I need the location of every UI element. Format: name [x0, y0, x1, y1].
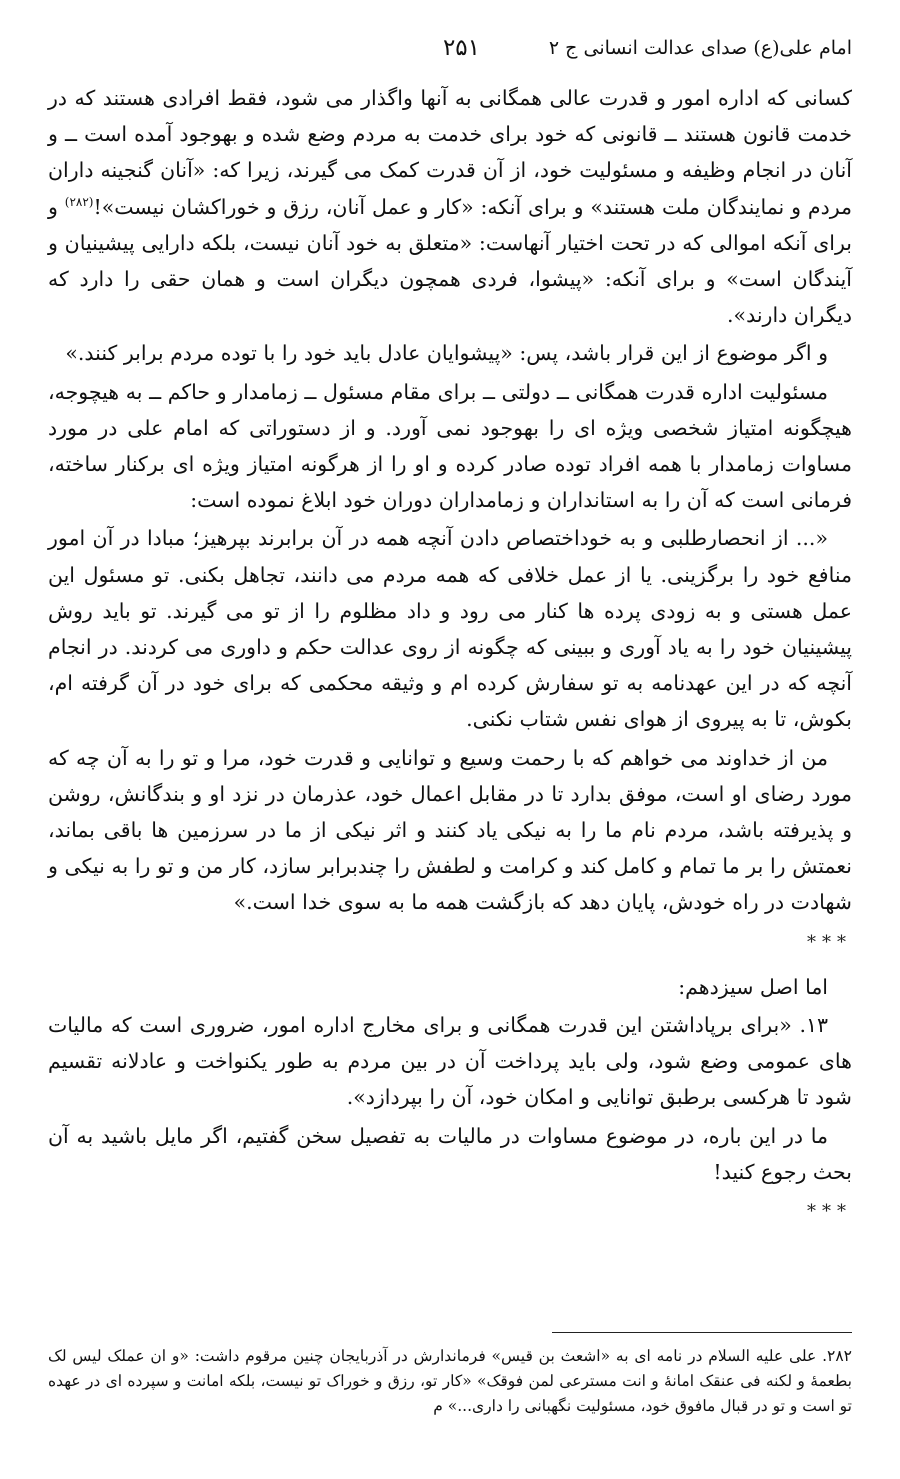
footnote-divider — [552, 1332, 852, 1333]
quote-paragraph: «... از انحصارطلبی و به خوداختصاص دادن آنچه همه در آن برابرند بپرهیز؛ مبادا در آن امور منافع خود را برگزینی. یا از عمل خلافی که همه مردم می دانند، تجاهل بکنی. تو مسئول این عمل هستی و به زودی پرده ها کنار می رود و داد مظلوم را از تو می گیرند. تو باید روش پیشینیان خود را به یاد آوری و ببینی که چگونه از روی عدالت حکم و داوری می کردند. در انجام آنچه که در این عهدنامه به تو سفارش کرده ام و وثیقه محکمی که برای خود در آن گرفته ام، بکوش، تا به پیروی از هوای نفس شتاب نکنی. — [48, 526, 852, 732]
paragraph: و اگر موضوع از این قرار باشد، پس: «پیشوایان عادل باید خود را با توده مردم برابر کنند.» — [65, 341, 828, 366]
section-heading: اما اصل سیزدهم: — [678, 974, 828, 999]
paragraph-text: کسانی که اداره امور و قدرت عالی همگانی به آنها واگذار می شود، فقط افرادی هستند که در خدمت قانون هستند ــ قانونی که خود برای خدمت به مردم وضع شده و بهوجود آمده است ــ و آنان در انجام وظیفه و مسئولیت خود، از آن قدرت کمک می گیرند، زیرا که: «آنان گنجینه داران مردم و نمایندگان ملت هستند» و برای آنکه: «کار و عمل آنان، رزق و خوراکشان نیست»! — [48, 86, 852, 219]
book-title: امام علی(ع) صدای عدالت انسانی ج ۲ — [548, 37, 852, 59]
separator-stars: *** — [807, 931, 852, 953]
page-number: ۲۵۱ — [442, 35, 480, 61]
paragraph: ۱۳. «برای برپاداشتن این قدرت همگانی و برای مخارج اداره امور، ضروری است که مالیات های عمومی وضع شود، ولی باید پرداخت آن در بین مردم به طور یکنواخت و عادلانه تقسیم شود تا هرکسی برطبق توانایی و امکان خود، آن را بپردازد». — [48, 1013, 852, 1110]
paragraph-text: و برای آنکه اموالی که در تحت اختیار آنهاست: «متعلق به خود آنان نیست، بلکه دارایی پیشینیان و آیندگان است» و برای آنکه: «پیشوا، فردی همچون دیگران است و همان حقی را دارد که دیگران دارند». — [48, 194, 852, 328]
quote-paragraph: من از خداوند می خواهم که با رحمت وسیع و توانایی و قدرت خود، مرا و تو را به آن چه که مورد رضای او است، موفق بدارد تا در مقابل اعمال خود، عذرمان در نزد او و بندگانش، روشن و پذیرفته باشد، مردم نام ما را به نیکی یاد کنند و اثر نیکی از ما در سرزمین ها باقی بماند، نعمتش را بر ما تمام و کامل کند و کرامت و لطفش را چندبرابر سازد، کار من و تو را به نیکی و شهادت در راه خودش، پایان دهد که بازگشت همه ما به سوی خدا است.» — [48, 745, 852, 915]
running-header — [48, 30, 852, 66]
section-separator — [48, 1194, 852, 1230]
separator-stars: *** — [807, 1201, 852, 1223]
footnote-reference: (۲۸۲) — [64, 194, 94, 209]
main-text — [48, 80, 852, 1238]
section-separator — [48, 925, 852, 961]
footnote-text: ۲۸۲. علی علیه السلام در نامه ای به «اشعث بن قیس» فرماندارش در آذربایجان چنین مرقوم داشت: «و ان عملک لیس لک بطعمهٔ و لکنه فی عنقک امانهٔ و انت مسترعی لمن فوقک» «کار تو، رزق و خوراک تو نیست، بلکه امانت و سپرده ای در عهده تو است و تو در قبال مافوق خود، مسئولیت نگهبانی را داری...» م — [48, 1347, 852, 1415]
footnote — [48, 1344, 852, 1419]
paragraph — [48, 80, 852, 333]
paragraph: ما در این باره، در موضوع مساوات در مالیات به تفصیل سخن گفتیم، اگر مایل باشید به آن بحث رجوع کنید! — [48, 1123, 852, 1184]
paragraph: مسئولیت اداره قدرت همگانی ــ دولتی ــ برای مقام مسئول ــ زمامدار و حاکم ــ به هیچوجه، هیچگونه امتیاز شخصی ویژه ای را بهوجود نمی آورد. و از دستوراتی که امام علی در مورد مساوات زمامدار با همه افراد توده صادر کرده و او را از هرگونه امتیاز ویژه ای برکنار ساخته، فرمانی است که آن را به استانداران و زمامداران دوران خود ابلاغ نموده است: — [48, 379, 852, 513]
